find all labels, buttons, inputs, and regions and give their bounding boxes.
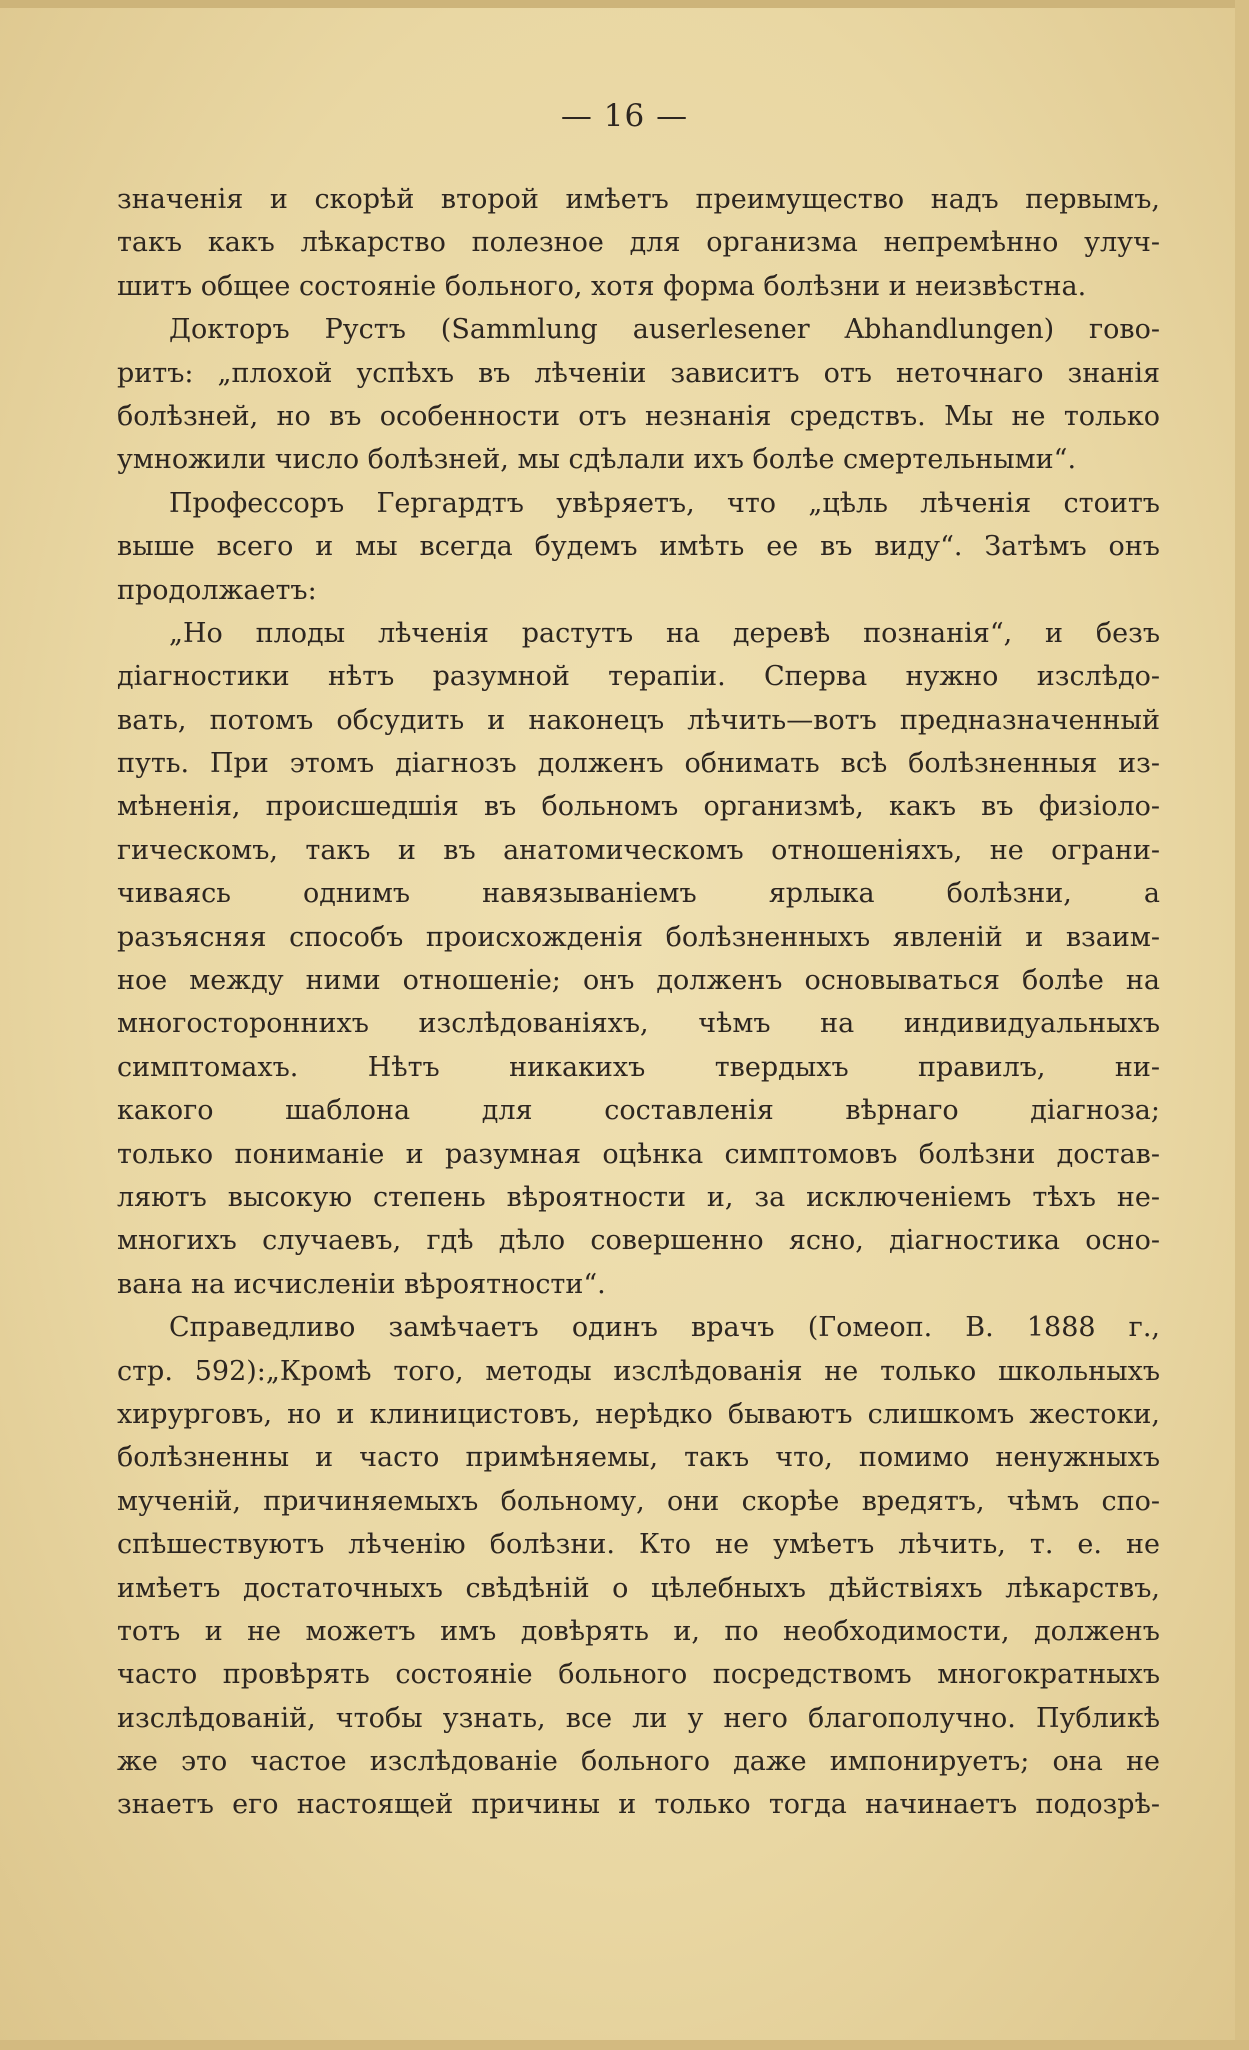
text-line: какого шаблона для составленія вѣрнаго діагноза; — [117, 1095, 1160, 1127]
text-line: вана на исчисленіи вѣроятности“. — [117, 1268, 606, 1300]
text-line: Докторъ Рустъ (Sammlung auserlesener Abhandlungen) гово- — [169, 314, 1160, 346]
text-line: чиваясь однимъ навязываніемъ ярлыка болѣзни, а — [117, 878, 1160, 910]
text-line: выше всего и мы всегда будемъ имѣть ее въ виду“. Затѣмъ онъ — [117, 531, 1160, 563]
page-bottom-edge — [0, 2040, 1249, 2050]
text-line: „Но плоды лѣченія растутъ на деревѣ познанія“, и безъ — [169, 617, 1160, 649]
text-line: многостороннихъ изслѣдованіяхъ, чѣмъ на индивидуальныхъ — [117, 1008, 1160, 1040]
text-line: путь. При этомъ діагнозъ долженъ обнимать всѣ болѣзненныя из- — [117, 748, 1160, 780]
page-right-edge — [1235, 0, 1249, 2050]
text-line: Профессоръ Гергардтъ увѣряетъ, что „цѣль лѣченія стоитъ — [169, 487, 1160, 519]
text-line: мученій, причиняемыхъ больному, они скорѣе вредятъ, чѣмъ спо- — [117, 1485, 1160, 1517]
text-line: разъясняя способъ происхожденія болѣзненныхъ явленій и взаим- — [117, 921, 1160, 953]
text-line: имѣетъ достаточныхъ свѣдѣній о цѣлебныхъ дѣйствіяхъ лѣкарствъ, — [117, 1572, 1160, 1604]
text-line: знаетъ его настоящей причины и только тогда начинаетъ подозрѣ- — [117, 1789, 1160, 1821]
text-line: тотъ и не можетъ имъ довѣрять и, по необходимости, долженъ — [117, 1615, 1160, 1647]
text-line: ное между ними отношеніе; онъ долженъ основываться болѣе на — [117, 965, 1160, 997]
text-line: ритъ: „плохой успѣхъ въ лѣченіи зависитъ отъ неточнаго знанія — [117, 357, 1160, 389]
text-line: хирурговъ, но и клиницистовъ, нерѣдко бываютъ слишкомъ жестоки, — [117, 1398, 1160, 1430]
body-text — [117, 178, 1160, 1827]
text-line: такъ какъ лѣкарство полезное для организма непремѣнно улуч- — [117, 227, 1160, 259]
text-line: болѣзненны и часто примѣняемы, такъ что, помимо ненужныхъ — [117, 1442, 1160, 1474]
text-line: мѣненія, происшедшія въ больномъ организмѣ, какъ въ физіоло- — [117, 791, 1160, 823]
text-line: діагностики нѣтъ разумной терапіи. Сперва нужно изслѣдо- — [117, 661, 1160, 693]
text-line: стр. 592):„Кромѣ того, методы изслѣдованія не только школьныхъ — [117, 1355, 1160, 1387]
text-line: же это частое изслѣдованіе больного даже импонируетъ; она не — [117, 1746, 1160, 1778]
text-line: шитъ общее состояніе больного, хотя форма болѣзни и неизвѣстна. — [117, 270, 1087, 302]
text-line: продолжаетъ: — [117, 574, 317, 606]
text-line: значенія и скорѣй второй имѣетъ преимущество надъ первымъ, — [117, 184, 1160, 215]
page-top-edge — [0, 0, 1249, 8]
text-line: болѣзней, но въ особенности отъ незнанія средствъ. Мы не только — [117, 400, 1160, 432]
text-line: изслѣдованій, чтобы узнать, все ли у него благополучно. Публикѣ — [117, 1702, 1160, 1734]
text-line: только пониманіе и разумная оцѣнка симптомовъ болѣзни достав- — [117, 1138, 1160, 1170]
text-line: спѣшествуютъ лѣченію болѣзни. Кто не умѣетъ лѣчить, т. е. не — [117, 1529, 1160, 1561]
page-number: — 16 — — [560, 98, 689, 134]
text-line: часто провѣрять состояніе больного посредствомъ многократныхъ — [117, 1659, 1160, 1691]
text-line: вать, потомъ обсудить и наконецъ лѣчить—вотъ предназначенный — [117, 704, 1160, 736]
text-line: умножили число болѣзней, мы сдѣлали ихъ болѣе смертельными“. — [117, 444, 1077, 476]
text-line: многихъ случаевъ, гдѣ дѣло совершенно ясно, діагностика осно- — [117, 1225, 1160, 1257]
text-line: Справедливо замѣчаетъ одинъ врачъ (Гомеоп. В. 1888 г., — [169, 1312, 1160, 1344]
text-line: ляютъ высокую степень вѣроятности и, за исключеніемъ тѣхъ не- — [117, 1181, 1160, 1213]
text-line: гическомъ, такъ и въ анатомическомъ отношеніяхъ, не ограни- — [117, 834, 1160, 866]
text-line: симптомахъ. Нѣтъ никакихъ твердыхъ правилъ, ни- — [117, 1051, 1160, 1083]
